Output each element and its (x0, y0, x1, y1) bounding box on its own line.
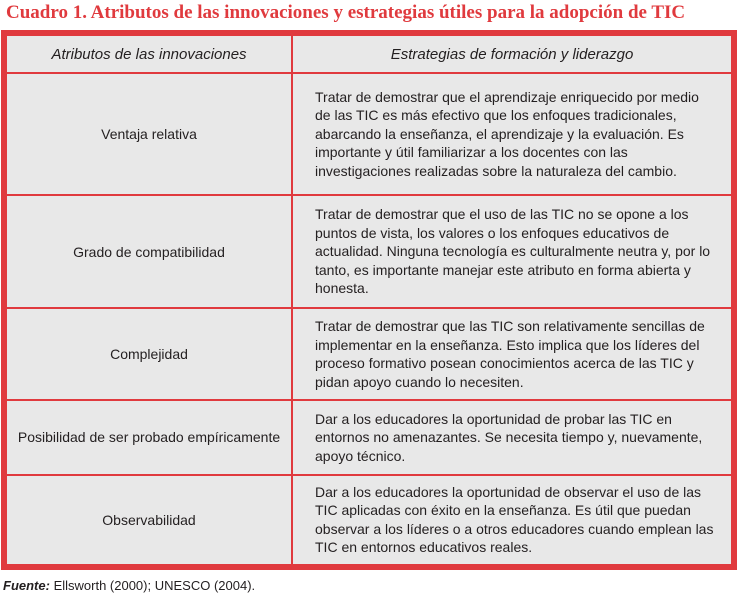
source-note (3, 578, 255, 594)
source-text: Ellsworth (2000); UNESCO (2004). (49, 578, 256, 593)
header-attributes: Atributos de las innovaciones (6, 35, 292, 73)
strategy-cell: Dar a los educadores la oportunidad de observar el uso de las TIC aplicadas con éxito en la enseñanza. Es útil que puedan observar a los líderes o a otros educadores cuando emplean las TIC en entornos educativos reales. (292, 475, 732, 565)
table-grid (5, 34, 733, 566)
strategy-cell: Tratar de demostrar que las TIC son relativamente sencillas de implementar en la enseñanza. Esto implica que los líderes del proceso formativo posean conocimientos acerca de las TIC y pidan apoyo cuando lo necesiten. (292, 308, 732, 400)
table-caption: Cuadro 1. Atributos de las innovaciones y estrategias útiles para la adopción de TIC (6, 2, 686, 23)
strategy-cell: Tratar de demostrar que el aprendizaje enriquecido por medio de las TIC es más efectivo que los enfoques tradicionales, abarcando la enseñanza, el aprendizaje y la evaluación. Es importante y útil familiarizar a los docentes con las investigaciones realizadas sobre la naturaleza del cambio. (292, 73, 732, 195)
table-row (6, 475, 732, 565)
strategy-cell: Dar a los educadores la oportunidad de probar las TIC en entornos no amenazantes. Se necesita tiempo y, nuevamente, apoyo técnico. (292, 400, 732, 474)
strategy-cell: Tratar de demostrar que el uso de las TIC no se opone a los puntos de vista, los valores o los enfoques educativos de actualidad. Ninguna tecnología es culturalmente neutra y, por lo tanto, es importante manejar este atributo en forma abierta y honesta. (292, 195, 732, 307)
source-label: Fuente: (3, 578, 50, 593)
table-row (6, 195, 732, 307)
attribute-cell: Complejidad (6, 308, 292, 400)
attribute-cell: Grado de compatibilidad (6, 195, 292, 307)
attributes-table (1, 30, 737, 570)
header-strategies: Estrategias de formación y liderazgo (292, 35, 732, 73)
table-row (6, 308, 732, 400)
attribute-cell: Posibilidad de ser probado empíricamente (6, 400, 292, 474)
attribute-cell: Observabilidad (6, 475, 292, 565)
table-header-row (6, 35, 732, 73)
table-row (6, 400, 732, 474)
table-row (6, 73, 732, 195)
attribute-cell: Ventaja relativa (6, 73, 292, 195)
